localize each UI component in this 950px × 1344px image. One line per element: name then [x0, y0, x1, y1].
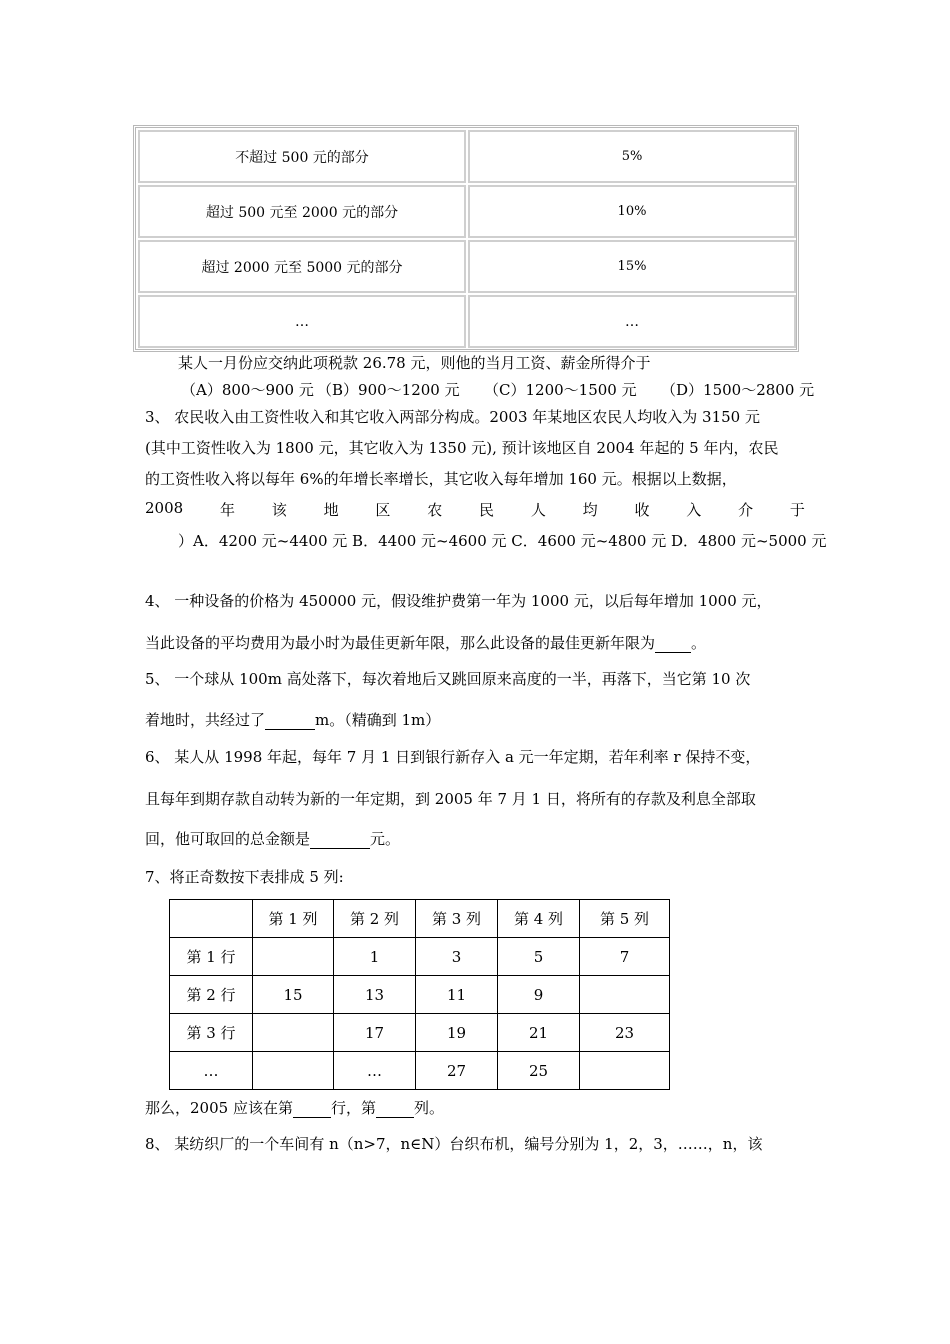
q6-line2: 且每年到期存款自动转为新的一年定期，到 2005 年 7 月 1 日，将所有的存款及利息全部取	[145, 790, 756, 808]
tax-rate-cell: 5%	[468, 130, 796, 183]
q3-word: 该	[271, 501, 287, 519]
table-cell: 23	[580, 1014, 670, 1052]
tax-rate-cell: 15%	[468, 240, 796, 293]
q5-answer-blank	[265, 711, 315, 730]
table-row	[170, 976, 670, 1014]
q6-line3	[145, 828, 400, 849]
table-cell	[580, 976, 670, 1014]
q2-option-d: （D）1500～2800 元	[661, 381, 815, 399]
tax-rate-table	[133, 125, 799, 352]
q5-line2-text: 着地时，共经过了	[145, 711, 266, 729]
table-cell: 27	[416, 1052, 498, 1090]
tax-rate-cell: …	[468, 295, 796, 348]
q6-line1: 6、 某人从 1998 年起，每年 7 月 1 日到银行新存入 a 元一年定期，若年利率 r 保持不变，	[145, 748, 761, 766]
q3-word: 于	[789, 501, 805, 519]
table-header-cell: 第 1 列	[253, 900, 334, 938]
table-row	[170, 1052, 670, 1090]
odd-number-table	[169, 899, 670, 1090]
table-row-label: 第 2 行	[170, 976, 253, 1014]
q5-line1: 5、 一个球从 100m 高处落下，每次着地后又跳回原来高度的一半，再落下，当它第 10 次	[145, 670, 751, 688]
q3-word: 民	[479, 501, 495, 519]
table-cell	[253, 1014, 334, 1052]
q3-word: 均	[582, 501, 598, 519]
tax-rate-cell: 10%	[468, 185, 796, 238]
q3-word: 区	[375, 501, 391, 519]
q7-col-blank	[376, 1099, 414, 1118]
table-cell: 9	[498, 976, 580, 1014]
table-row	[170, 1014, 670, 1052]
q4-line2	[145, 632, 706, 653]
q3-word: 介	[738, 501, 754, 519]
table-header-row	[170, 900, 670, 938]
q3-word: 年	[219, 501, 235, 519]
tax-range-cell: 不超过 500 元的部分	[138, 130, 466, 183]
q3-options: ）A．4200 元~4400 元 B．4400 元~4600 元 C．4600 元~4800 元 D．4800 元~5000 元	[178, 532, 827, 550]
q7-after	[145, 1097, 444, 1118]
q2-option-b: （B）900～1200 元	[317, 381, 460, 399]
q8-line1: 8、 某纺织厂的一个车间有 n（n>7，n∈N）台织布机，编号分别为 1，2，3，……，n，该	[145, 1135, 763, 1153]
table-cell: 7	[580, 938, 670, 976]
q2-stem: 某人一月份应交纳此项税款 26.78 元，则他的当月工资、薪金所得介于	[178, 354, 651, 372]
table-cell: 5	[498, 938, 580, 976]
q2-option-a: （A）800～900 元	[181, 381, 314, 399]
q3-word: 2008	[145, 499, 184, 517]
q7-after-a: 那么，2005 应该在第	[145, 1099, 293, 1117]
table-cell: 17	[334, 1014, 416, 1052]
q6-line3-text: 回，他可取回的总金额是	[145, 830, 311, 848]
q5-line2	[145, 709, 440, 730]
q7-after-b: 行，第	[330, 1099, 376, 1117]
q3-line4	[145, 499, 805, 520]
q3-line2: (其中工资性收入为 1800 元，其它收入为 1350 元), 预计该地区自 2004 年起的 5 年内，农民	[145, 439, 779, 457]
q4-line2-text: 当此设备的平均费用为最小时为最佳更新年限，那么此设备的最佳更新年限为	[145, 634, 656, 652]
q3-word: 人	[530, 501, 546, 519]
q3-word: 农	[427, 501, 443, 519]
table-cell	[253, 1052, 334, 1090]
table-cell: 25	[498, 1052, 580, 1090]
table-cell	[170, 900, 253, 938]
q4-line2-end: 。	[691, 634, 707, 652]
q2-option-c: （C）1200～1500 元	[484, 381, 637, 399]
q3-word: 地	[323, 501, 339, 519]
q3-line1: 3、 农民收入由工资性收入和其它收入两部分构成。2003 年某地区农民人均收入为 3150 元	[145, 408, 760, 426]
q7-row-blank	[293, 1099, 331, 1118]
table-cell: 1	[334, 938, 416, 976]
table-row-label: 第 1 行	[170, 938, 253, 976]
q5-line2-end: m。（精确到 1m）	[315, 711, 441, 729]
tax-range-cell: …	[138, 295, 466, 348]
table-cell: …	[334, 1052, 416, 1090]
table-header-cell: 第 2 列	[334, 900, 416, 938]
table-header-cell: 第 3 列	[416, 900, 498, 938]
table-row-label: …	[170, 1052, 253, 1090]
q4-answer-blank	[655, 634, 691, 653]
table-cell	[253, 938, 334, 976]
table-row	[170, 938, 670, 976]
q3-word: 收	[634, 501, 650, 519]
table-row-label: 第 3 行	[170, 1014, 253, 1052]
tax-range-cell: 超过 500 元至 2000 元的部分	[138, 185, 466, 238]
q6-answer-blank	[310, 830, 370, 849]
table-cell: 21	[498, 1014, 580, 1052]
table-cell: 15	[253, 976, 334, 1014]
q4-line1: 4、 一种设备的价格为 450000 元，假设维护费第一年为 1000 元，以后每年增加 1000 元，	[145, 592, 772, 610]
table-cell	[580, 1052, 670, 1090]
tax-range-cell: 超过 2000 元至 5000 元的部分	[138, 240, 466, 293]
q7-after-c: 列。	[413, 1099, 444, 1117]
table-cell: 3	[416, 938, 498, 976]
table-header-cell: 第 5 列	[580, 900, 670, 938]
table-cell: 13	[334, 976, 416, 1014]
table-cell: 11	[416, 976, 498, 1014]
q3-line3: 的工资性收入将以每年 6%的年增长率增长，其它收入每年增加 160 元。根据以上数据，	[145, 470, 737, 488]
q7-intro: 7、将正奇数按下表排成 5 列:	[145, 868, 344, 886]
q3-word: 入	[686, 501, 702, 519]
table-cell: 19	[416, 1014, 498, 1052]
table-header-cell: 第 4 列	[498, 900, 580, 938]
q6-line3-end: 元。	[370, 830, 401, 848]
